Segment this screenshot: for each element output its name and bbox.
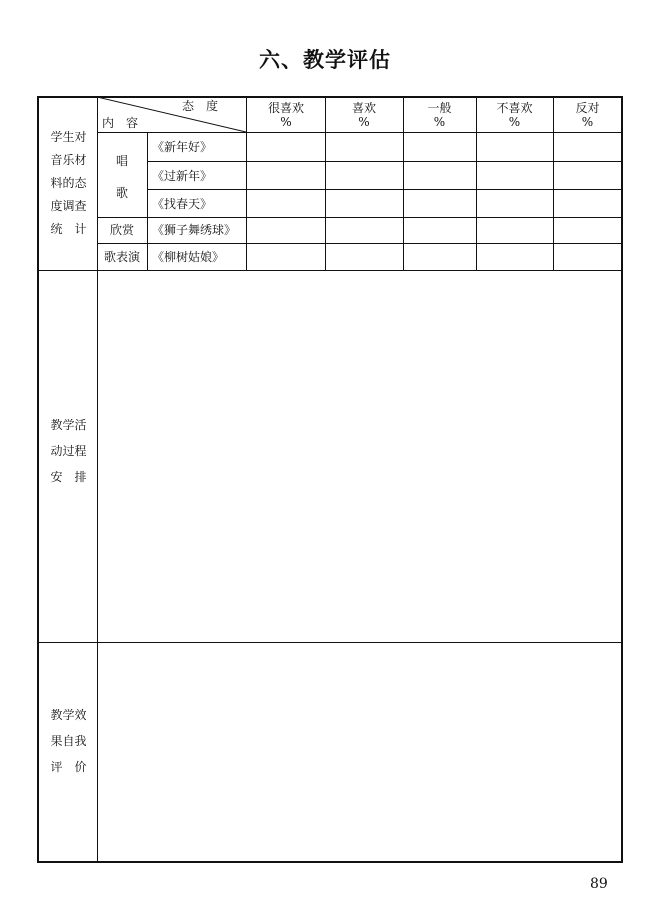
group-singing: 唱 歌: [115, 154, 128, 200]
col-header-oppose: 反对: [575, 101, 600, 115]
page-title: 六、教学评估: [259, 48, 391, 72]
percent-sign: %: [581, 115, 594, 129]
col-header-like: 喜欢: [351, 101, 376, 115]
attitude-header: 态 度: [181, 99, 218, 113]
song-item: 《过新年》: [152, 169, 213, 183]
col-header-dislike: 不喜欢: [496, 101, 533, 115]
group-appreciation: 欣赏: [109, 223, 134, 237]
percent-sign: %: [358, 115, 370, 129]
activity-label: 教学活 动过程 安 排: [50, 418, 87, 484]
col-header-very-like: 很喜欢: [267, 101, 304, 115]
percent-sign: %: [433, 115, 446, 129]
evaluation-label: 教学效 果自我 评 价: [50, 708, 87, 774]
percent-sign: %: [280, 115, 292, 129]
song-item: 《找春天》: [152, 197, 213, 211]
survey-label: 学生对 音乐材 料的态 度调查 统 计: [50, 130, 87, 236]
percent-sign: %: [508, 115, 521, 129]
col-header-neutral: 一般: [427, 101, 452, 115]
song-item: 《新年好》: [152, 140, 213, 154]
activity-area[interactable]: [98, 271, 621, 642]
content-header: 内 容: [102, 116, 139, 130]
song-item: 《柳树姑娘》: [152, 250, 225, 264]
evaluation-area[interactable]: [98, 643, 621, 861]
page-number: 89: [590, 876, 608, 892]
song-item: 《狮子舞绣球》: [152, 223, 237, 237]
group-performance: 歌表演: [103, 250, 140, 264]
